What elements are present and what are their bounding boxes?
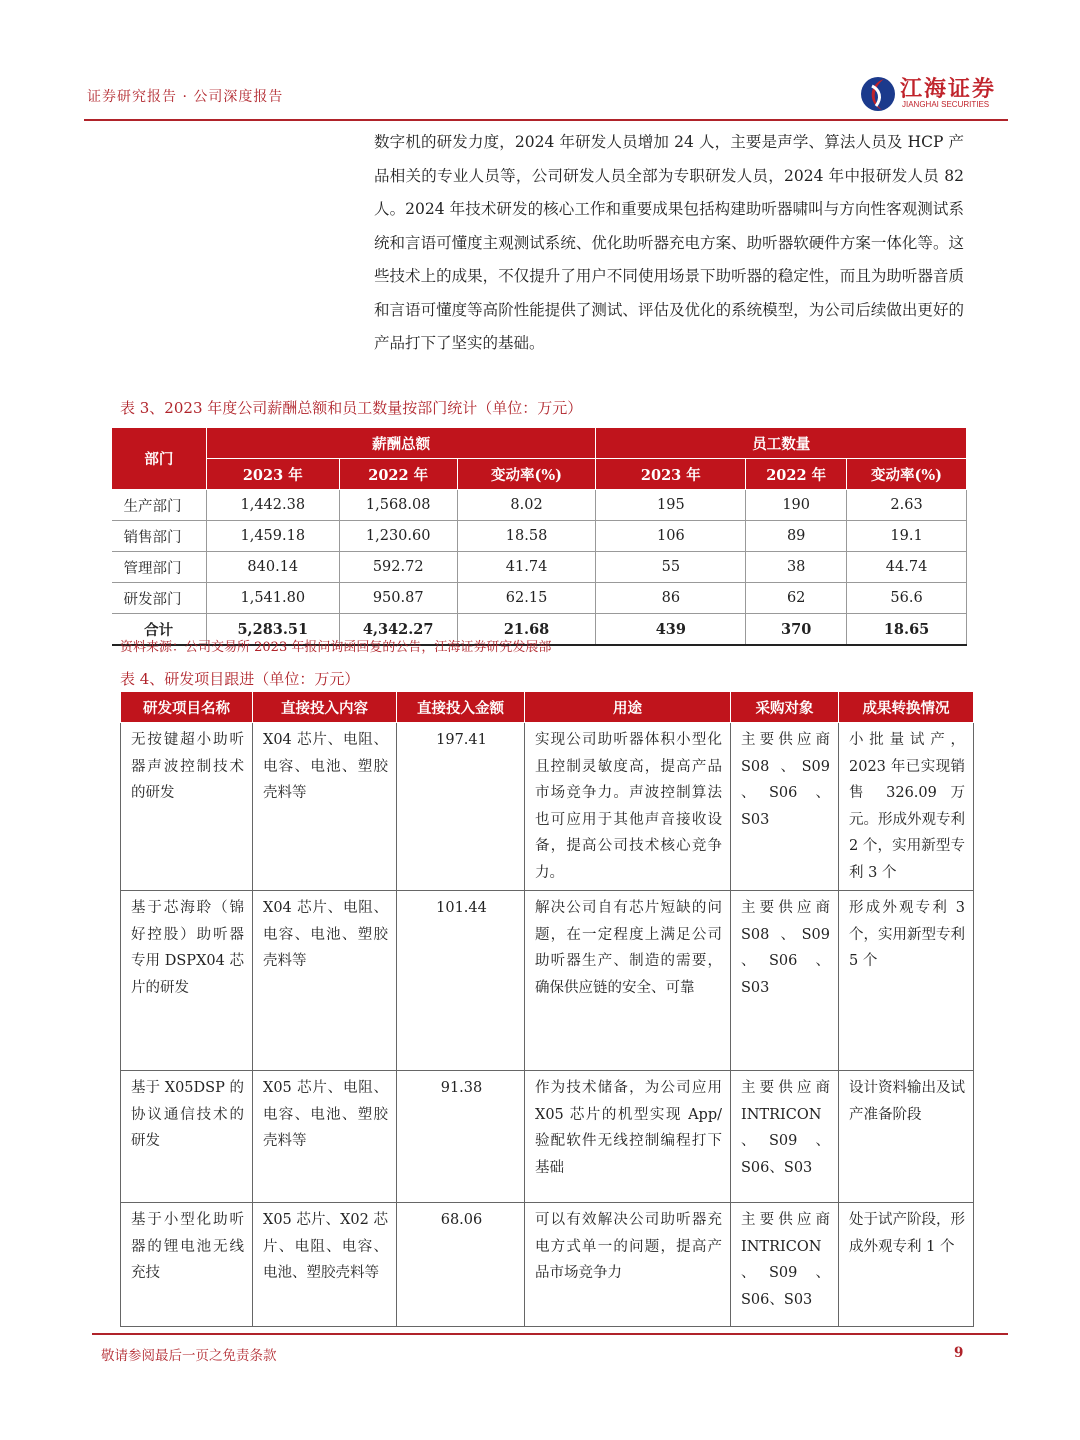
table-row (121, 891, 974, 1071)
table3-caption: 表 3、2023 年度公司薪酬总额和员工数量按部门统计（单位：万元） (120, 399, 583, 417)
cell: 1,230.60 (339, 521, 457, 552)
cell: 950.87 (339, 583, 457, 614)
company-logo (858, 72, 1008, 116)
cell-dept: 研发部门 (112, 583, 207, 614)
header-investment-amount: 直接投入金额 (397, 692, 525, 723)
cell-usage: 可以有效解决公司助听器充电方式单一的问题，提高产品市场竞争力 (525, 1203, 731, 1327)
header-supplier: 采购对象 (731, 692, 839, 723)
cell-amount: 91.38 (397, 1071, 525, 1203)
header-salary-group: 薪酬总额 (206, 428, 596, 459)
logo-mark-icon (858, 74, 898, 114)
cell: 18.58 (457, 521, 596, 552)
cell-supplier: 主要供应商 INTRICON 、S09 、S06、S03 (731, 1203, 839, 1327)
header-investment-content: 直接投入内容 (253, 692, 397, 723)
cell: 439 (596, 614, 746, 646)
cell-result: 设计资料输出及试产准备阶段 (839, 1071, 974, 1203)
cell-supplier: 主要供应商 S08 、S09 、S06 、S03 (731, 891, 839, 1071)
cell: 840.14 (206, 552, 339, 583)
source-note: 资料来源：公司交易所 2023 年报问询函回复的公告，江海证券研究发展部 (120, 640, 552, 655)
cell: 8.02 (457, 490, 596, 521)
cell: 62.15 (457, 583, 596, 614)
cell: 1,459.18 (206, 521, 339, 552)
cell: 2.63 (847, 490, 967, 521)
logo-en-text: JIANGHAI SECURITIES (902, 100, 990, 109)
report-type: 证券研究报告 · 公司深度报告 (87, 89, 284, 105)
header-salary-2022: 2022 年 (339, 459, 457, 490)
cell-content: X05 芯片、X02 芯片、电阻、电容、电池、塑胶壳料等 (253, 1203, 397, 1327)
cell-project-name: 无按键超小助听器声波控制技术的研发 (121, 723, 253, 891)
table-row (112, 521, 967, 552)
cell-supplier: 主要供应商 S08 、S09 、S06 、S03 (731, 723, 839, 891)
cell: 44.74 (847, 552, 967, 583)
table-row (121, 723, 974, 891)
logo-cn-text: 江海证券 (900, 76, 997, 102)
cell: 1,541.80 (206, 583, 339, 614)
cell: 62 (746, 583, 847, 614)
cell-content: X04 芯片、电阻、电容、电池、塑胶壳料等 (253, 891, 397, 1071)
cell-project-name: 基于芯海聆（锦好控股）助听器专用 DSPX04 芯片的研发 (121, 891, 253, 1071)
cell: 55 (596, 552, 746, 583)
cell: 56.6 (847, 583, 967, 614)
cell-content: X05 芯片、电阻、电容、电池、塑胶壳料等 (253, 1071, 397, 1203)
header-salary-change: 变动率(%) (457, 459, 596, 490)
cell-result: 小批量试产，2023 年已实现销售 326.09 万元。形成外观专利 2 个，实用新型专利 3 个 (839, 723, 974, 891)
cell-supplier: 主要供应商 INTRICON 、S09 、S06、S03 (731, 1071, 839, 1203)
header-usage: 用途 (525, 692, 731, 723)
cell-usage: 解决公司自有芯片短缺的问题，在一定程度上满足公司助听器生产、制造的需要，确保供应链的安全、可靠 (525, 891, 731, 1071)
cell-amount: 68.06 (397, 1203, 525, 1327)
cell-content: X04 芯片、电阻、电容、电池、塑胶壳料等 (253, 723, 397, 891)
table-row (112, 583, 967, 614)
header-staff-2023: 2023 年 (596, 459, 746, 490)
cell: 106 (596, 521, 746, 552)
rd-projects-table (120, 691, 974, 1327)
cell-project-name: 基于 X05DSP 的协议通信技术的研发 (121, 1071, 253, 1203)
salary-staff-table (111, 427, 967, 646)
footer-disclaimer: 敬请参阅最后一页之免责条款 (101, 1348, 277, 1364)
table-row (112, 552, 967, 583)
cell: 5,283.51 (206, 614, 339, 646)
table-row (112, 490, 967, 521)
body-paragraph: 数字机的研发力度，2024 年研发人员增加 24 人，主要是声学、算法人员及 HCP 产品相关的专业人员等，公司研发人员全部为专职研发人员，2024 年中报研发人员 82 人。2024 年技术研发的核心工作和重要成果包括构建助听器啸叫与方向性客观测试系统和言语可懂度主观测试系统、优化助听器充电方案、助听器软硬件方案一体化等。这些技术上的成果，不仅提升了用户不同使用场景下助听器的稳定性，而且为助听器音质和言语可懂度等高阶性能提供了测试、评估及优化的系统模型，为公司后续做出更好的产品打下了坚实的基础。 (374, 133, 964, 352)
header-staff-group: 员工数量 (596, 428, 967, 459)
page-number: 9 (954, 1345, 964, 1361)
cell: 592.72 (339, 552, 457, 583)
cell-dept: 合计 (112, 614, 207, 646)
header-dept: 部门 (112, 428, 207, 490)
cell-project-name: 基于小型化助听器的锂电池无线充技 (121, 1203, 253, 1327)
cell: 195 (596, 490, 746, 521)
cell: 18.65 (847, 614, 967, 646)
cell: 4,342.27 (339, 614, 457, 646)
cell: 21.68 (457, 614, 596, 646)
cell-dept: 管理部门 (112, 552, 207, 583)
cell: 41.74 (457, 552, 596, 583)
header-staff-change: 变动率(%) (847, 459, 967, 490)
table-row (121, 1071, 974, 1203)
cell-result: 处于试产阶段，形成外观专利 1 个 (839, 1203, 974, 1327)
cell-amount: 101.44 (397, 891, 525, 1071)
table4-caption: 表 4、研发项目跟进（单位：万元） (120, 670, 360, 688)
cell-amount: 197.41 (397, 723, 525, 891)
cell: 38 (746, 552, 847, 583)
cell-result: 形成外观专利 3 个，实用新型专利 5 个 (839, 891, 974, 1071)
cell-dept: 生产部门 (112, 490, 207, 521)
cell: 86 (596, 583, 746, 614)
cell-dept: 销售部门 (112, 521, 207, 552)
cell: 370 (746, 614, 847, 646)
cell-usage: 实现公司助听器体积小型化且控制灵敏度高，提高产品市场竞争力。声波控制算法也可应用于其他声音接收设备，提高公司技术核心竞争力。 (525, 723, 731, 891)
cell: 1,442.38 (206, 490, 339, 521)
header-salary-2023: 2023 年 (206, 459, 339, 490)
cell: 1,568.08 (339, 490, 457, 521)
cell-usage: 作为技术储备，为公司应用 X05 芯片的机型实现 App/验配软件无线控制编程打下基础 (525, 1071, 731, 1203)
cell: 190 (746, 490, 847, 521)
header-divider (84, 119, 1008, 121)
cell: 89 (746, 521, 847, 552)
table-row (121, 1203, 974, 1327)
header-project-name: 研发项目名称 (121, 692, 253, 723)
header-result: 成果转换情况 (839, 692, 974, 723)
footer-divider (92, 1333, 1008, 1335)
header-staff-2022: 2022 年 (746, 459, 847, 490)
cell: 19.1 (847, 521, 967, 552)
